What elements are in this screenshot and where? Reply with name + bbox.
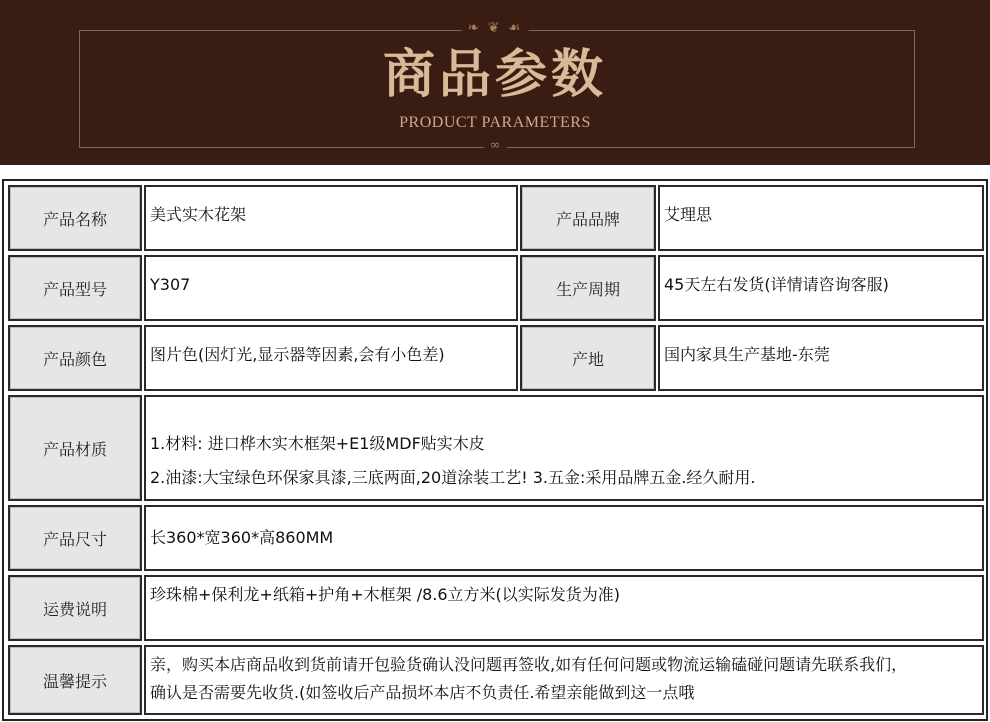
value-material (144, 395, 984, 501)
material-line-2: 2.油漆:大宝绿色环保家具漆,三底两面,20道涂装工艺! 3.五金:采用品牌五金.经久耐用. (150, 468, 756, 487)
notice-line-1: 亲，购买本店商品收到货前请开包验货确认没问题再签收,如有任何问题或物流运输磕碰问题请先联系我们， (150, 655, 908, 674)
label-product-brand: 产品品牌 (520, 185, 656, 251)
value-product-size: 长360*宽360*高860MM (144, 505, 984, 571)
label-product-size: 产品尺寸 (8, 505, 142, 571)
label-material: 产品材质 (8, 395, 142, 501)
value-product-brand: 艾理思 (658, 185, 984, 251)
label-product-model: 产品型号 (8, 255, 142, 321)
material-line-1: 1.材料: 进口桦木实木框架+E1级MDF贴实木皮 (150, 434, 485, 453)
label-shipping: 运费说明 (8, 575, 142, 641)
label-product-color: 产品颜色 (8, 325, 142, 391)
value-production-cycle: 45天左右发货(详情请咨询客服) (658, 255, 984, 321)
header-banner (0, 0, 990, 165)
notice-line-2: 确认是否需要先收货.(如签收后产品损坏本店不负责任.希望亲能做到这一点哦 (150, 683, 695, 702)
ornament-top-icon: ❧ ❦ ☙ (462, 21, 529, 35)
value-shipping: 珍珠棉+保利龙+纸箱+护角+木框架 /8.6立方米(以实际发货为准) (144, 575, 984, 641)
label-production-cycle: 生产周期 (520, 255, 656, 321)
value-product-color: 图片色(因灯光,显示器等因素,会有小色差) (144, 325, 518, 391)
page-subtitle: PRODUCT PARAMETERS (399, 114, 591, 131)
label-origin: 产地 (520, 325, 656, 391)
label-notice: 温馨提示 (8, 645, 142, 715)
value-product-name: 美式实木花架 (144, 185, 518, 251)
page-title: 商品参数 (382, 44, 607, 105)
value-notice (144, 645, 984, 715)
parameter-table (2, 179, 988, 721)
value-product-model: Y307 (144, 255, 518, 321)
ornament-bottom-icon: ∞ (484, 139, 507, 152)
value-origin: 国内家具生产基地-东莞 (658, 325, 984, 391)
label-product-name: 产品名称 (8, 185, 142, 251)
